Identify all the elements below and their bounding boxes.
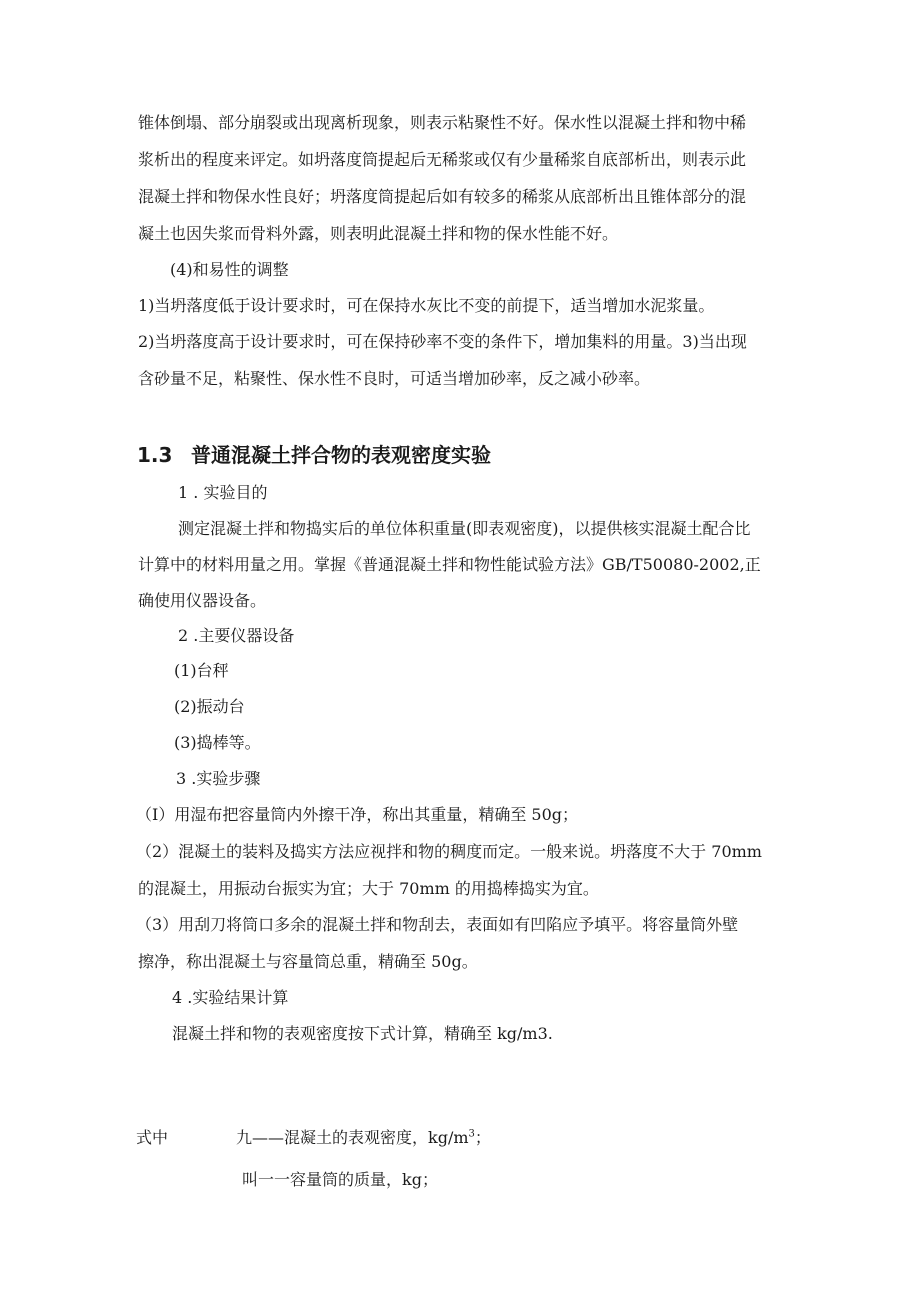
step-item: （I）用湿布把容量筒内外擦干净，称出其重量，精确至 50g；	[136, 805, 579, 824]
equipment-item: (2)振动台	[174, 697, 245, 716]
purpose-line: 计算中的材料用量之用。掌握《普通混凝土拌和物性能试验方法》GB/T50080-2002,正	[138, 555, 761, 574]
equipment-item: (1)台秤	[174, 661, 229, 680]
adjust-item-1: 1)当坍落度低于设计要求时，可在保持水灰比不变的前提下，适当增加水泥浆量。	[138, 296, 715, 315]
subheading-workability-adjustment: (4)和易性的调整	[170, 260, 289, 279]
formula-definition-mass: 叫一一容量筒的质量，kg；	[242, 1170, 438, 1189]
purpose-line: 测定混凝土拌和物捣实后的单位体积重量(即表观密度)，以提供核实混凝土配合比	[178, 519, 751, 538]
calculation-text: 混凝土拌和物的表观密度按下式计算，精确至 kg∕m3.	[172, 1024, 553, 1043]
subheading-calculation: 4 .实验结果计算	[172, 988, 289, 1007]
subheading-steps: 3 .实验步骤	[176, 769, 261, 788]
subheading-purpose: 1 . 实验目的	[178, 483, 268, 502]
formula-definition-end: ；	[474, 1128, 491, 1147]
paragraph-line: 锥体倒塌、部分崩裂或出现离析现象，则表示粘聚性不好。保水性以混凝土拌和物中稀	[138, 113, 747, 132]
formula-symbol: 九	[236, 1128, 253, 1147]
section-number: 1.3	[137, 443, 173, 467]
equipment-item: (3)捣棒等。	[174, 733, 261, 752]
formula-label: 式中	[136, 1128, 169, 1147]
subheading-equipment: 2 .主要仪器设备	[178, 626, 295, 645]
step-item: （2）混凝土的装料及捣实方法应视拌和物的稠度而定。一般来说。坍落度不大于 70mm	[136, 842, 762, 861]
paragraph-line: 凝土也因失浆而骨料外露，则表明此混凝土拌和物的保水性能不好。	[138, 224, 619, 243]
paragraph-line: 浆析出的程度来评定。如坍落度筒提起后无稀浆或仅有少量稀浆自底部析出，则表示此	[138, 150, 747, 169]
formula-definition-density	[236, 1128, 491, 1148]
adjust-item-2-cont: 含砂量不足，粘聚性、保水性不良时，可适当增加砂率，反之减小砂率。	[138, 369, 651, 388]
section-title: 普通混凝土拌合物的表观密度实验	[191, 443, 491, 467]
paragraph-line: 混凝土拌和物保水性良好；坍落度筒提起后如有较多的稀浆从底部析出且锥体部分的混	[138, 187, 747, 206]
formula-superscript: 3	[468, 1128, 475, 1140]
formula-definition-text: ——混凝土的表观密度，kg/m	[252, 1128, 469, 1147]
step-item-cont: 的混凝土，用振动台振实为宜；大于 70mm 的用捣棒捣实为宜。	[138, 879, 599, 898]
step-item-cont: 擦净，称出混凝土与容量筒总重，精确至 50g。	[138, 952, 478, 971]
purpose-line: 确使用仪器设备。	[138, 591, 267, 610]
step-item: （3）用刮刀将筒口多余的混凝土拌和物刮去，表面如有凹陷应予填平。将容量筒外壁	[136, 915, 739, 934]
section-heading	[137, 442, 491, 468]
adjust-item-2: 2)当坍落度高于设计要求时，可在保持砂率不变的条件下，增加集料的用量。3)当出现	[138, 332, 747, 351]
